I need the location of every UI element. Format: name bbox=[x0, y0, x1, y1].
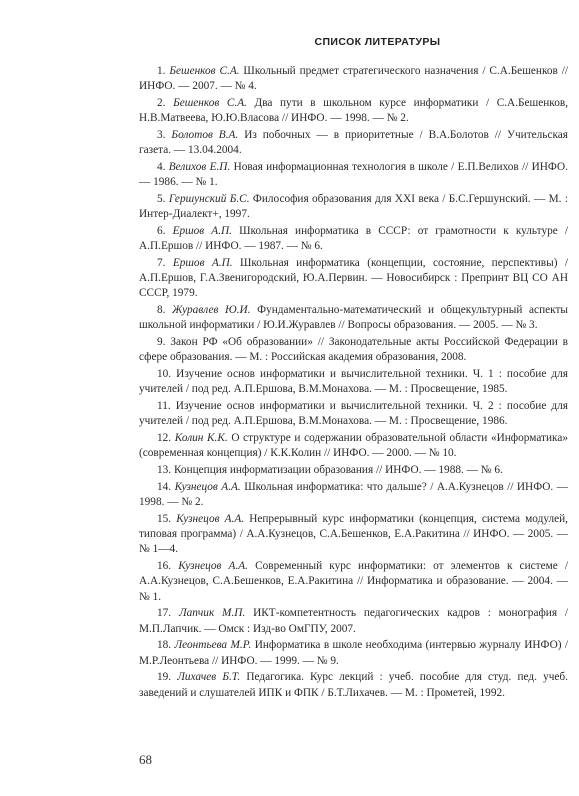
reference-author: Леонтьева М.Р. bbox=[174, 639, 252, 652]
reference-number: 10. bbox=[157, 368, 172, 381]
reference-text: Современный курс информатики: от элементов к системе / А.А.Кузнецов, С.А.Бешенков, Е.А.Ракитина // Информатика и образование. — 2004. — № 1. bbox=[139, 560, 568, 603]
reference-text: Из побочных — в приоритетные / В.А.Болотов // Учительская газета. — 13.04.2004. bbox=[139, 129, 568, 157]
reference-number: 5. bbox=[157, 193, 166, 205]
reference-author: Лапчик М.П. bbox=[178, 607, 246, 620]
reference-number: 13. bbox=[157, 464, 172, 477]
reference-item bbox=[139, 96, 568, 126]
reference-item bbox=[139, 128, 568, 158]
reference-item bbox=[139, 480, 568, 510]
reference-text: Школьный предмет стратегического назначения / С.А.Бешенков // ИНФО. — 2007. — № 4. bbox=[139, 65, 568, 93]
reference-text: Школьная информатика (концепции, состояние, перспективы) / А.П.Ершов, Г.А.Звенигородский, Ю.А.Первин. — Новосибирск : Препринт ВЦ СО АН СССР, 1979. bbox=[139, 257, 568, 300]
reference-text: Школьная информатика в СССР: от грамотности к культуре / А.П.Ершов // ИНФО. — 1987. — № 6. bbox=[139, 225, 568, 253]
reference-text: Непрерывный курс информатики (концепция, система модулей, типовая программа) / А.А.Кузнецов, С.А.Бешенков, Е.А.Ракитина // ИНФО. — 2005. — № 1—4. bbox=[139, 513, 568, 556]
reference-number: 11. bbox=[157, 400, 171, 413]
reference-item bbox=[139, 431, 568, 461]
reference-item bbox=[139, 256, 568, 302]
reference-number: 14. bbox=[157, 481, 172, 493]
reference-author: Кузнецов А.А. bbox=[178, 560, 249, 573]
reference-author: Кузнецов А.А. bbox=[176, 513, 245, 525]
reference-author: Болотов В.А. bbox=[171, 129, 239, 141]
reference-author: Лихачев Б.Т. bbox=[177, 671, 241, 684]
reference-text: Изучение основ информатики и вычислительной техники. Ч. 2 : пособие для учителей / под ред. А.П.Ершова, В.М.Монахова. — М. : Просвещение, 1986. bbox=[139, 400, 569, 428]
reference-number: 19. bbox=[157, 671, 172, 684]
reference-number: 9. bbox=[157, 336, 166, 349]
reference-number: 6. bbox=[157, 225, 166, 237]
reference-text: Закон РФ «Об образовании» // Законодательные акты Российской Федерации в сфере образования. — М. : Российская академия образования, 2008. bbox=[139, 336, 568, 364]
reference-number: 18. bbox=[157, 639, 172, 652]
reference-author: Кузнецов А.А. bbox=[174, 481, 241, 493]
reference-number: 3. bbox=[157, 129, 166, 141]
reference-number: 12. bbox=[157, 432, 172, 445]
reference-text: Школьная информатика: что дальше? / А.А.Кузнецов // ИНФО. — 1998. — № 2. bbox=[139, 481, 568, 509]
reference-number: 17. bbox=[157, 607, 172, 620]
reference-item bbox=[139, 463, 568, 478]
reference-text: ИКТ-компетентность педагогических кадров : монография / М.П.Лапчик. — Омск : Изд-во ОмГПУ, 2007. bbox=[139, 607, 568, 635]
reference-number: 16. bbox=[157, 560, 172, 573]
page-heading: СПИСОК ЛИТЕРАТУРЫ bbox=[314, 36, 441, 48]
reference-author: Велихов Е.П. bbox=[168, 161, 231, 173]
reference-author: Колин К.К. bbox=[174, 432, 228, 445]
bibliography-page bbox=[139, 36, 568, 702]
reference-text: Фундаментально-математический и общекультурный аспекты школьной информатики / Ю.И.Журавлев // Вопросы образования. — 2005. — № 3. bbox=[139, 304, 568, 332]
reference-number: 7. bbox=[157, 257, 166, 269]
reference-text: Новая информационная технология в школе / Е.П.Велихов // ИНФО. — 1986. — № 1. bbox=[139, 161, 568, 189]
reference-item bbox=[139, 670, 568, 700]
reference-number: 8. bbox=[157, 304, 166, 317]
reference-text: О структуре и содержании образовательной области «Информатика» (современная концепция) / К.К.Колин // ИНФО. — 2000. — № 10. bbox=[139, 432, 569, 460]
reference-author: Бешенков С.А. bbox=[169, 65, 240, 77]
reference-author: Ершов А.П. bbox=[172, 225, 233, 237]
reference-list bbox=[139, 64, 568, 701]
reference-author: Журавлев Ю.И. bbox=[172, 304, 251, 317]
reference-item bbox=[139, 559, 568, 605]
reference-text: Педагогика. Курс лекций : учеб. пособие для студ. пед. учеб. заведений и слушателей ИПК и ФПК / Б.Т.Лихачев. — М. : Прометей, 1992. bbox=[139, 671, 568, 699]
reference-number: 2. bbox=[157, 97, 166, 109]
reference-item bbox=[139, 64, 568, 94]
reference-item bbox=[139, 606, 568, 636]
reference-author: Ершов А.П. bbox=[172, 257, 233, 269]
reference-text: Концепция информатизации образования // ИНФО. — 1988. — № 6. bbox=[173, 464, 503, 477]
reference-item bbox=[139, 638, 568, 668]
reference-item bbox=[139, 224, 568, 254]
reference-item bbox=[139, 335, 568, 365]
reference-text: Информатика в школе необходима (интервью журналу ИНФО) / М.Р.Леонтьева // ИНФО. — 1999. — № 9. bbox=[139, 639, 569, 667]
reference-text: Два пути в школьном курсе информатики / С.А.Бешенков, Н.В.Матвеева, Ю.Ю.Власова // ИНФО. — 1998. — № 2. bbox=[139, 97, 569, 125]
reference-item bbox=[139, 303, 568, 333]
reference-author: Бешенков С.А. bbox=[173, 97, 247, 109]
page-number: 68 bbox=[139, 752, 152, 767]
reference-number: 15. bbox=[157, 513, 172, 525]
reference-author: Гершунский Б.С. bbox=[168, 193, 250, 205]
reference-text: Философия образования для XXI века / Б.С.Гершунский. — М. : Интер-Диалект+, 1997. bbox=[139, 193, 568, 221]
reference-item bbox=[139, 367, 568, 397]
reference-item bbox=[139, 399, 568, 429]
reference-number: 1. bbox=[157, 65, 166, 77]
reference-number: 4. bbox=[157, 161, 166, 173]
reference-text: Изучение основ информатики и вычислительной техники. Ч. 1 : пособие для учителей / под ред. А.П.Ершова, В.М.Монахова. — М. : Просвещение, 1985. bbox=[139, 368, 568, 396]
reference-item bbox=[139, 160, 568, 190]
reference-item bbox=[139, 512, 568, 558]
reference-item bbox=[139, 192, 568, 222]
